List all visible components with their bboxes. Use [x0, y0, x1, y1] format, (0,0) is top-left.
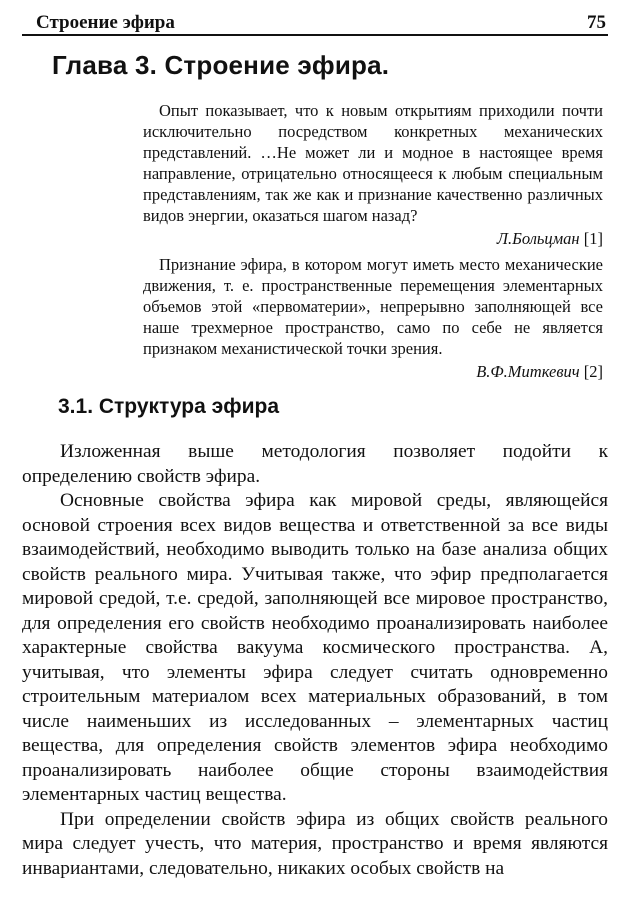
epigraph-attribution — [143, 361, 603, 382]
body-text — [22, 440, 608, 881]
epigraph — [143, 254, 603, 382]
epigraph-attribution — [143, 228, 603, 249]
paragraph: Основные свойства эфира как мировой среды, являющейся основой строения всех видов вещества и ответственной за все виды взаимодействий, необходимо выводить только на базе анализа общих свойств реального мира. Учитывая также, что эфир предполагается мировой средой, т.е. средой, заполняющей все мировое пространство, для определения его свойств необходимо проанализировать наиболее характерные свойства вакуума космического пространства. А, учитывая, что элементы эфира следует считать одновременно строительным материалом всех материальных образований, в том числе наименьших из исследованных – элементарных частиц вещества, для определения свойств элементов эфира необходимо проанализировать наиболее общие стороны взаимодействия элементарных частиц вещества. — [22, 490, 608, 805]
epigraph-text: Признание эфира, в котором могут иметь место механические движения, т. е. пространственные перемещения элементарных объемов этой «первоматерии», непрерывно заполняющей все наше трехмерное пространство, само по себе не является признаком механистической точки зрения. — [143, 255, 603, 358]
epigraph-reference: [2] — [583, 362, 603, 381]
page-number: 75 — [587, 12, 606, 33]
section-title: 3.1. Структура эфира — [58, 395, 279, 418]
epigraph — [143, 100, 603, 249]
running-header-title: Строение эфира — [36, 12, 175, 33]
running-header — [22, 8, 608, 36]
chapter-title: Глава 3. Строение эфира. — [52, 50, 390, 80]
epigraph-text: Опыт показывает, что к новым открытиям приходили почти исключительно посредством конкретных механических представлений. …Не может ли и модное в настоящее время направление, отрицательно относящееся к любым специальным представлениям, так же как и признание качественно различных видов энергии, оказаться шагом назад? — [143, 101, 603, 225]
epigraph-author: Л.Больцман — [496, 229, 580, 248]
epigraph-author: В.Ф.Миткевич — [476, 362, 580, 381]
paragraph: Изложенная выше методология позволяет подойти к определению свойств эфира. — [22, 441, 608, 487]
epigraph-reference: [1] — [583, 229, 603, 248]
paragraph: При определении свойств эфира из общих свойств реального мира следует учесть, что материя, пространство и время являются инвариантами, следовательно, никаких особых свойств на — [22, 808, 608, 879]
